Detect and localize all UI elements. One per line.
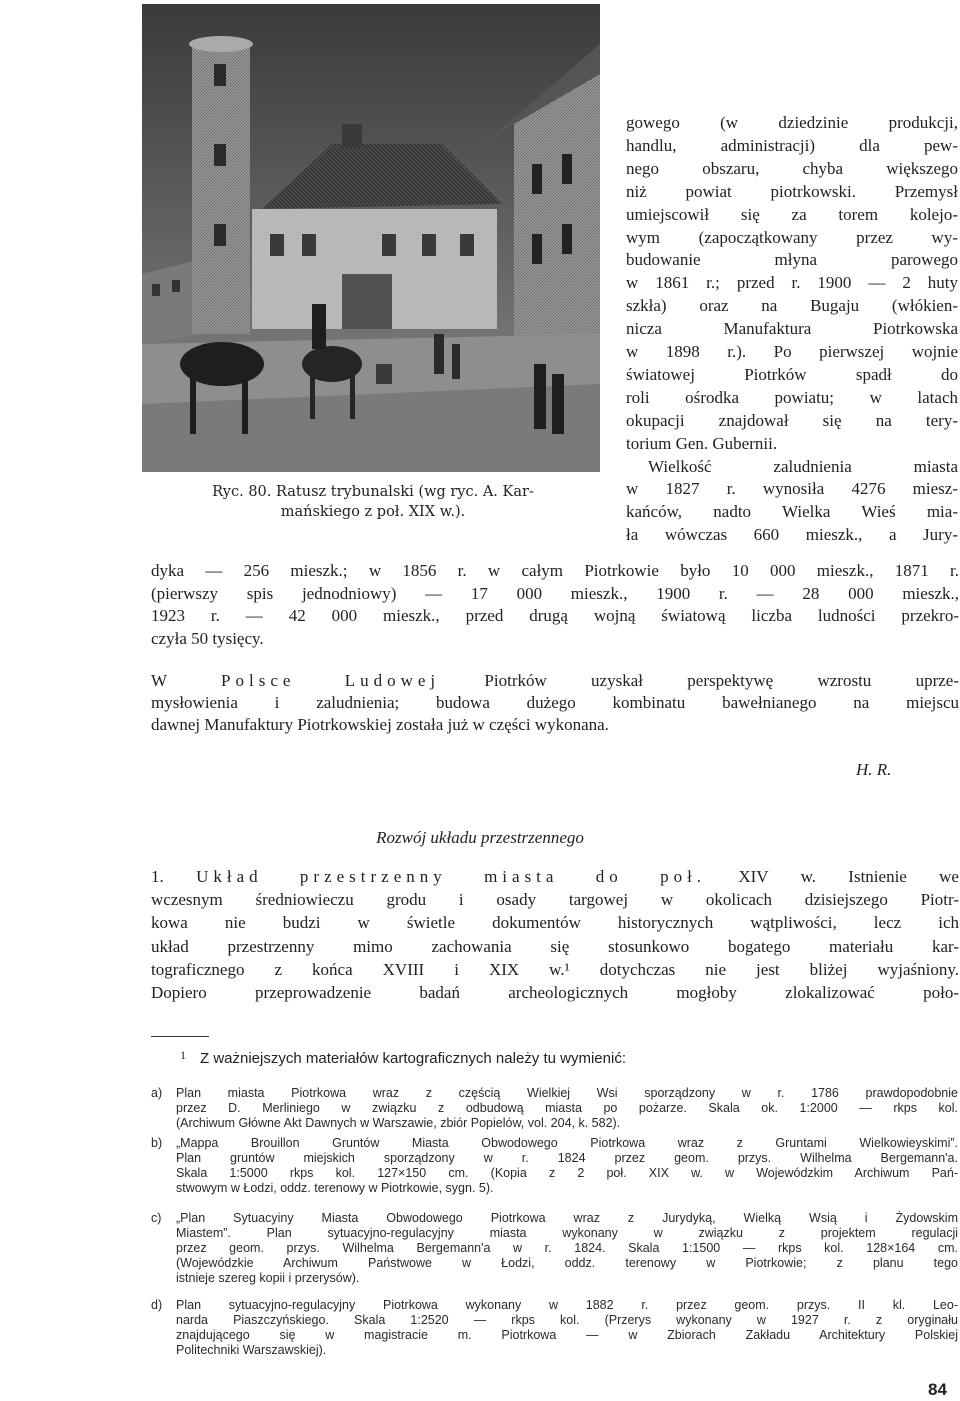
section1-number: 1. xyxy=(151,867,164,886)
figure-caption-line2: mańskiego z poł. XIX w.). xyxy=(280,504,466,520)
town-hall-engraving xyxy=(142,4,600,472)
section-heading: Rozwój układu przestrzennego xyxy=(376,828,584,847)
right-column-line: okupacji znajdował się na tery- xyxy=(626,410,958,430)
section1-line: układ przestrzenny mimo zachowania się stosunkowo bogatego materiału kar- xyxy=(151,936,959,956)
author-signature: H. R. xyxy=(856,760,892,779)
footnote-item-label: d) xyxy=(151,1298,163,1312)
right-column-line: umiejscowił się za torem kolejo- xyxy=(626,204,958,224)
footnote-item-label: b) xyxy=(151,1136,163,1150)
right-column-line: gowego (w dziedzinie produkcji, xyxy=(626,113,958,132)
population-line: czyła 50 tysięcy. xyxy=(151,628,264,648)
footnote-item-line: Skala 1:5000 rkps kol. 127×150 cm. (Kopia z 2 poł. XIX w. w Wojewódzkim Archiwum Pań- xyxy=(176,1166,958,1180)
footnote-item-line: (Wojewódzkie Archiwum Państwowe w Łodzi, oddz. terenowy w Piotrkowie; z planu tego xyxy=(176,1256,958,1270)
footnote-item-line: „Mappa Brouillon Gruntów Miasta Obwodowego Piotrkowa wraz z Gruntami Wielkowieyskimi”. xyxy=(176,1136,958,1150)
people-poland-paragraph-line3: dawnej Manufaktury Piotrkowskiej została już w części wykonana. xyxy=(151,715,609,734)
footnote-item-line: Plan sytuacyjno-regulacyjny Piotrkowa wykonany w 1882 r. przez geom. przys. II kl. Leo- xyxy=(176,1298,958,1312)
right-column-line: handlu, administracji) dla pew- xyxy=(626,135,958,155)
footnote-item-line: narda Piaszczyńskiego. Skala 1:2520 — rkps kol. (Przerys wykonany w 1927 r. z oryginału xyxy=(176,1313,958,1327)
section1-line1 xyxy=(151,866,959,887)
right-column-line: niż powiat piotrkowski. Przemysł xyxy=(626,181,958,201)
page-number: 84 xyxy=(928,1380,947,1399)
right-column-line: światowej Piotrków spadł do xyxy=(626,364,958,384)
right-column-line: nicza Manufaktura Piotrkowska xyxy=(626,319,958,339)
right-column-line: szkła) oraz na Bugaju (włókien- xyxy=(626,296,958,316)
section1-line: tograficznego z końca XVIII i XIX w.¹ dotychczas nie jest bliżej wyjaśniony. xyxy=(151,959,959,979)
footnote-item-label: a) xyxy=(151,1086,163,1100)
footnote-item-line: (Archiwum Główne Akt Dawnych w Warszawie, zbiór Popielów, vol. 204, k. 582). xyxy=(176,1116,621,1130)
section1-spaced-title: Układ przestrzenny miasta do poł. xyxy=(196,867,707,886)
right-column-line: wym (zapoczątkowany przez wy- xyxy=(626,227,958,247)
people-poland-paragraph-line2: mysłowienia i zaludnienia; budowa dużego kombinatu bawełnianego na miejscu xyxy=(151,693,959,712)
section1-line: wczesnym średniowieczu grodu i osady targowej w okolicach dzisiejszego Piotr- xyxy=(151,890,959,909)
footnote-item-line: Miastem”. Plan sytuacyjno-regulacyjny miasta wykonany w związku z projektem regulacji xyxy=(176,1226,958,1240)
right-column-line: w 1827 r. wynosiła 4276 miesz- xyxy=(626,479,958,499)
right-column-line: ła wówczas 660 mieszk., a Jury- xyxy=(626,525,958,545)
footnote-intro: Z ważniejszych materiałów kartograficznych należy tu wymienić: xyxy=(200,1050,626,1067)
section1-line: Dopiero przeprowadzenie badań archeologicznych mogłoby zlokalizować poło- xyxy=(151,983,959,1003)
footnote-marker: 1 xyxy=(180,1048,186,1062)
right-column-line: Wielkość zaludnienia miasta xyxy=(648,456,958,476)
right-column-line: kańców, nadto Wielka Wieś mia- xyxy=(626,502,958,522)
footnote-item-line: stwowym w Łodzi, oddz. terenowy w Piotrkowie, sygn. 5). xyxy=(176,1181,494,1195)
footnote-item-line: „Plan Sytuacyiny Miasta Obwodowego Piotrkowa wraz z Jurydyką, Wielką Wsią i Żydowskim xyxy=(176,1211,958,1225)
spaced-phrase: W Polsce Ludowej xyxy=(151,671,441,690)
footnote-item-line: istnieje szereg kopii i przerysów). xyxy=(176,1271,360,1285)
footnote-rule xyxy=(151,1036,209,1037)
footnote-item-label: c) xyxy=(151,1211,162,1225)
right-column-line: torium Gen. Gubernii. xyxy=(626,433,778,453)
right-column-line: nego obszaru, chyba większego xyxy=(626,158,958,178)
population-line: (pierwszy spis jednodniowy) — 17 000 mieszk., 1900 r. — 28 000 mieszk., xyxy=(151,583,959,603)
figure-caption-line1: Ryc. 80. Ratusz trybunalski (wg ryc. A. Kar- xyxy=(212,484,534,500)
section1-line: kowa nie budzi w świetle dokumentów historycznych wątpliwości, lecz ich xyxy=(151,913,959,933)
right-column-line: w 1898 r.). Po pierwszej wojnie xyxy=(626,342,958,361)
right-column-line: budowanie młyna parowego xyxy=(626,250,958,270)
footnote-item-line: przez geom. przys. Wilhelma Bergemann'a w r. 1824. Skala 1:1500 — rkps kol. 128×164 cm. xyxy=(176,1241,958,1255)
para2-line1-rest: Piotrków uzyskał perspektywę wzrostu uprze- xyxy=(440,671,959,690)
footnote-item-line: znajdującego się w magistracie m. Piotrkowa — w Zbiorach Zakładu Architektury Polskiej xyxy=(176,1328,958,1342)
engraving-image xyxy=(142,4,600,472)
figure-caption xyxy=(142,482,604,522)
footnote-item-line: Plan miasta Piotrkowa wraz z częścią Wielkiej Wsi sporządzony w r. 1786 prawdopodobnie xyxy=(176,1086,958,1100)
section1-line1-rest: XIV w. Istnienie we xyxy=(706,867,959,886)
people-poland-paragraph-line1 xyxy=(151,670,959,691)
population-line: dyka — 256 mieszk.; w 1856 r. w całym Piotrkowie było 10 000 mieszk., 1871 r. xyxy=(151,561,959,580)
footnote-item-line: przez D. Merliniego w związku z odbudową miasta po pożarze. Skala ok. 1:2000 — rkps kol. xyxy=(176,1101,958,1115)
footnote-item-line: Politechniki Warszawskiej). xyxy=(176,1343,327,1357)
right-column-line: roli ośrodka powiatu; w latach xyxy=(626,387,958,407)
population-line: 1923 r. — 42 000 mieszk., przed drugą wojną światową liczba ludności przekro- xyxy=(151,606,959,625)
right-column-line: w 1861 r.; przed r. 1900 — 2 huty xyxy=(626,273,958,293)
footnote-item-line: Plan gruntów miejskich sporządzony w r. 1824 przez geom. przys. Wilhelma Bergemann'a. xyxy=(176,1151,958,1165)
